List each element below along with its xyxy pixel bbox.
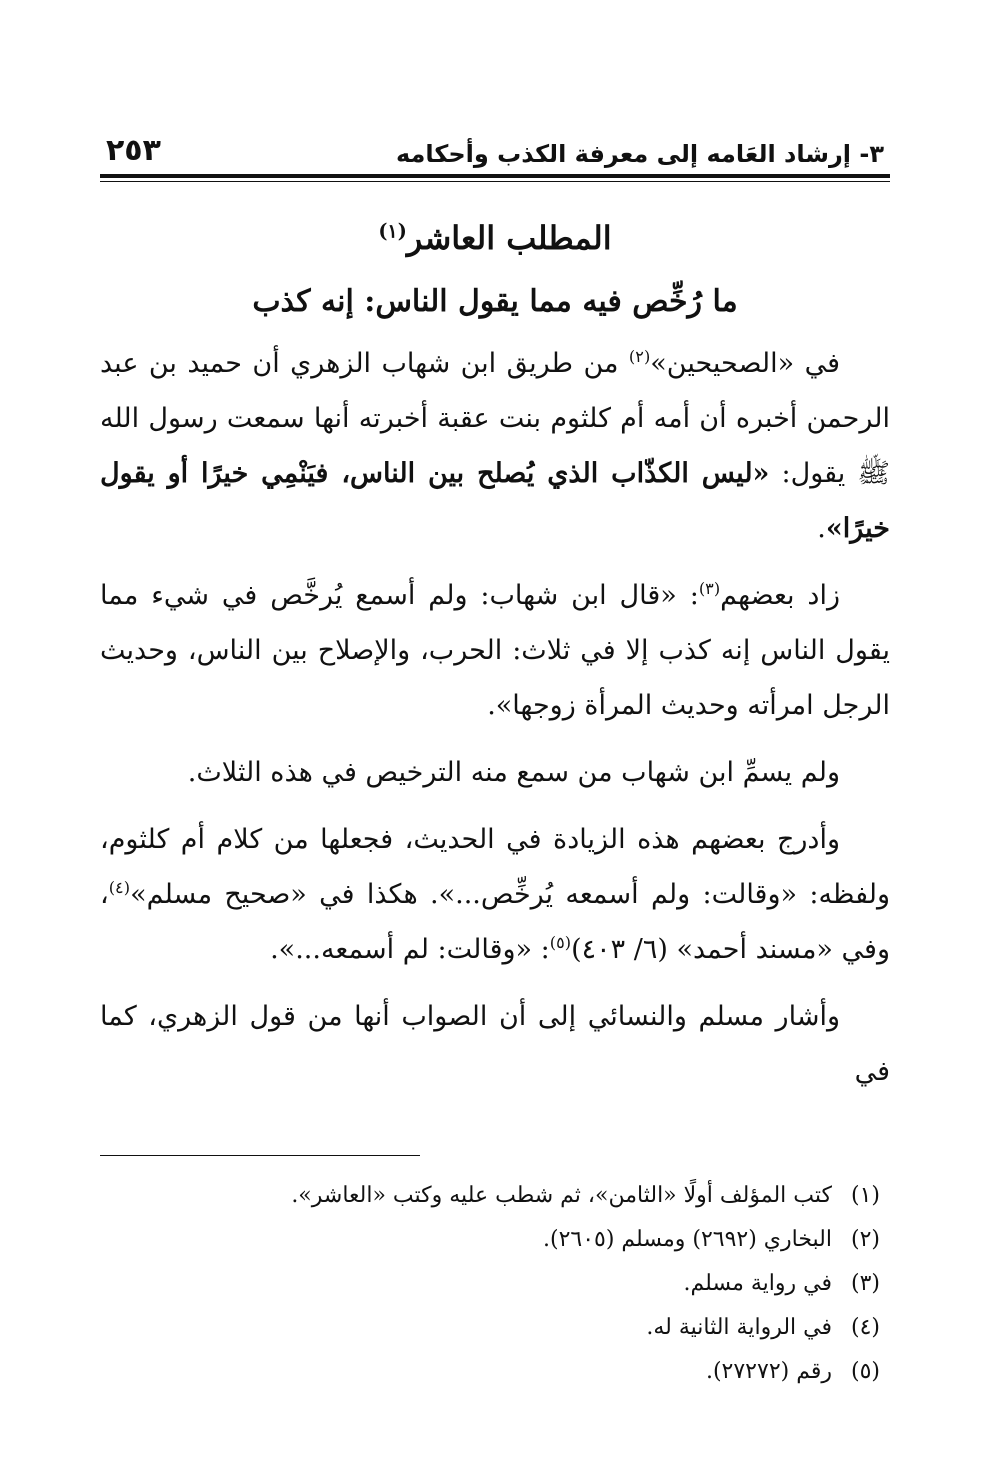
footnote-number: (٤) xyxy=(850,1315,880,1340)
footnotes xyxy=(100,1174,890,1394)
footnote-item xyxy=(100,1262,880,1306)
footnote-text: رقم (٢٧٢٧٢). xyxy=(705,1359,832,1384)
header-rule-thin xyxy=(100,181,890,182)
footnote-ref-2: (٢) xyxy=(628,347,651,366)
paragraph-1 xyxy=(100,336,890,556)
footnote-item xyxy=(100,1306,880,1350)
page-number: ٢٥٣ xyxy=(106,133,161,168)
page-header xyxy=(100,120,890,168)
p4-middle: ، وفي «مسند أحمد» (٦/ ٤٠٣) xyxy=(100,879,890,965)
p1-text: من طريق ابن شهاب الزهري أن حميد بن عبد الرحمن أخبره أن أمه أم كلثوم بنت عقبة أخبرته أنها سمعت رسول الله ﷺ يقول: xyxy=(100,348,890,489)
hadith-quote: «ليس الكذّاب الذي يُصلح بين الناس، فيَنْمِي خيرًا أو يقول خيرًا» xyxy=(100,458,890,544)
footnote-number: (٥) xyxy=(850,1359,880,1384)
footnote-number: (١) xyxy=(850,1183,880,1208)
section-subtitle: ما رُخِّص فيه مما يقول الناس: إنه كذب xyxy=(252,284,738,319)
footnote-ref-5: (٥) xyxy=(549,933,572,952)
section-title xyxy=(100,216,890,260)
p1-lead: في «الصحيحين» xyxy=(650,348,840,379)
footnote-ref-1: (١) xyxy=(378,219,407,243)
footnote-item xyxy=(100,1174,880,1218)
paragraph-4 xyxy=(100,812,890,977)
paragraph-5: وأشار مسلم والنسائي إلى أن الصواب أنها من قول الزهري، كما في xyxy=(100,1001,890,1087)
footnote-text: في رواية مسلم. xyxy=(683,1271,832,1296)
footnote-text: كتب المؤلف أولًا «الثامن»، ثم شطب عليه وكتب «العاشر». xyxy=(291,1183,832,1208)
section-title-text: المطلب العاشر xyxy=(406,219,612,257)
footnote-item xyxy=(100,1350,880,1394)
p2-lead: زاد بعضهم xyxy=(720,580,840,611)
p1-end: . xyxy=(817,513,826,544)
footnote-ref-4: (٤) xyxy=(108,878,131,897)
footnote-number: (٢) xyxy=(850,1227,880,1252)
book-page xyxy=(100,120,890,1394)
p4-end: : «وقالت: لم أسمعه...». xyxy=(270,934,550,965)
footnote-separator xyxy=(100,1155,420,1156)
footnote-number: (٣) xyxy=(850,1271,880,1296)
paragraph-3: ولم يسمِّ ابن شهاب من سمع منه الترخيص في هذه الثلاث. xyxy=(187,757,840,788)
running-title: ٣- إرشاد العَامه إلى معرفة الكذب وأحكامه xyxy=(395,140,884,168)
footnote-ref-3: (٣) xyxy=(698,579,721,598)
paragraph-2 xyxy=(100,568,890,733)
header-rule-thick xyxy=(100,174,890,178)
p4-lead: وأدرج بعضهم هذه الزيادة في الحديث، فجعلها من كلام أم كلثوم، ولفظه: «وقالت: ولم أسمعه يُرخِّص...». هكذا في «صحيح مسلم» xyxy=(100,824,890,910)
p2-text: : «قال ابن شهاب: ولم أسمع يُرخَّص في شيء مما يقول الناس إنه كذب إلا في ثلاث: الحرب، والإصلاح بين الناس، وحديث الرجل امرأته وحديث المرأة زوجها». xyxy=(100,580,890,721)
footnote-text: في الرواية الثانية له. xyxy=(646,1315,832,1340)
footnote-text: البخاري (٢٦٩٢) ومسلم (٢٦٠٥). xyxy=(542,1227,832,1252)
footnote-item xyxy=(100,1218,880,1262)
